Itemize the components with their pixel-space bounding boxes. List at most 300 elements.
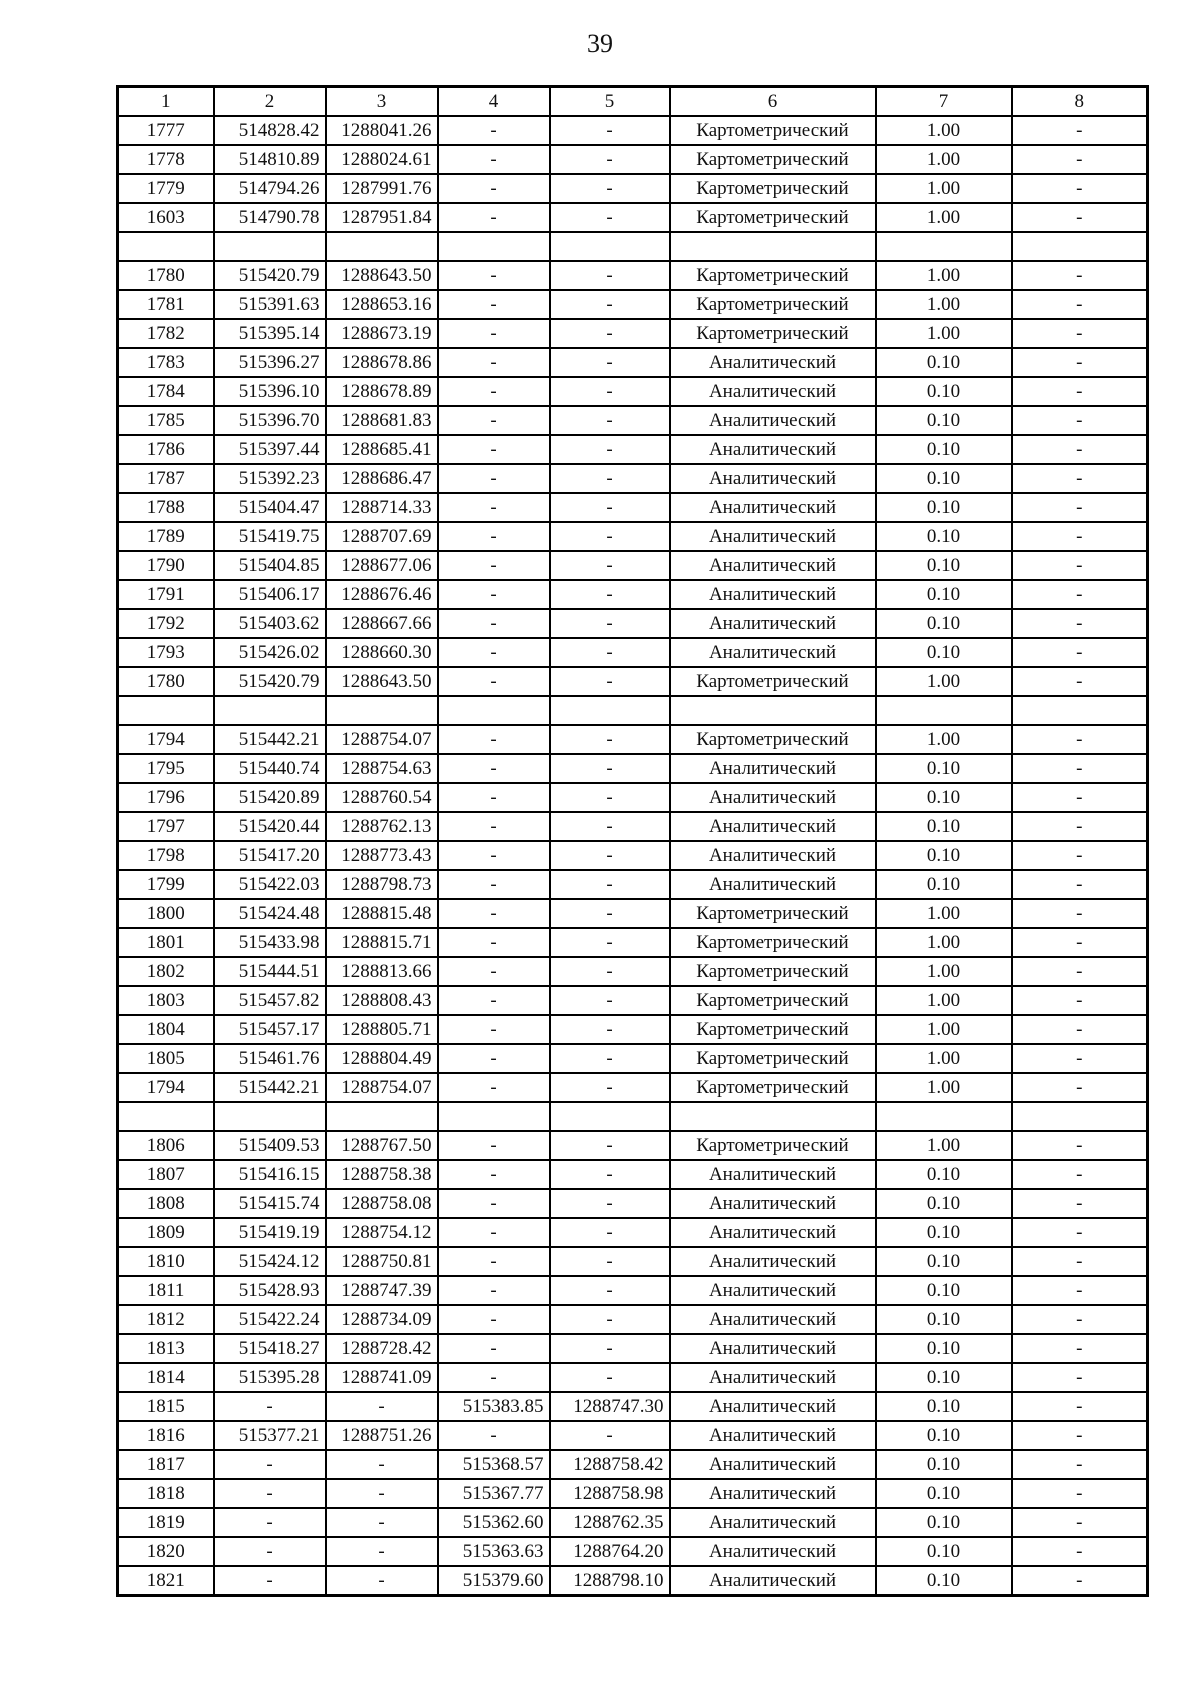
table-cell: - bbox=[550, 1363, 670, 1392]
table-cell: Аналитический bbox=[670, 493, 876, 522]
table-row bbox=[118, 1160, 1148, 1189]
table-row bbox=[118, 1073, 1148, 1102]
table-cell: 1778 bbox=[118, 145, 214, 174]
table-cell: 1780 bbox=[118, 261, 214, 290]
table-cell: 1794 bbox=[118, 1073, 214, 1102]
table-cell: 1806 bbox=[118, 1131, 214, 1160]
table-cell: 0.10 bbox=[876, 1566, 1012, 1596]
table-cell: 1288681.83 bbox=[326, 406, 438, 435]
table-cell: 1.00 bbox=[876, 986, 1012, 1015]
table-cell: 1797 bbox=[118, 812, 214, 841]
table-cell: 0.10 bbox=[876, 1363, 1012, 1392]
table-cell: - bbox=[550, 1131, 670, 1160]
table-cell: 1811 bbox=[118, 1276, 214, 1305]
table-cell: - bbox=[326, 1450, 438, 1479]
table-row bbox=[118, 609, 1148, 638]
table-cell: 1288747.30 bbox=[550, 1392, 670, 1421]
table-cell: 0.10 bbox=[876, 1537, 1012, 1566]
table-cell: Аналитический bbox=[670, 348, 876, 377]
table-row bbox=[118, 522, 1148, 551]
table-cell: - bbox=[550, 1276, 670, 1305]
table-cell: - bbox=[1012, 1276, 1148, 1305]
table-cell: 1288676.46 bbox=[326, 580, 438, 609]
table-cell bbox=[1012, 1102, 1148, 1131]
table-cell: 0.10 bbox=[876, 1508, 1012, 1537]
table-cell: 1784 bbox=[118, 377, 214, 406]
table-row bbox=[118, 725, 1148, 754]
table-cell: Аналитический bbox=[670, 1450, 876, 1479]
column-header: 6 bbox=[670, 87, 876, 117]
table-cell: 1.00 bbox=[876, 203, 1012, 232]
table-cell: Картометрический bbox=[670, 145, 876, 174]
table-cell: - bbox=[1012, 145, 1148, 174]
table-cell: - bbox=[550, 551, 670, 580]
table-row bbox=[118, 1334, 1148, 1363]
table-cell: 1785 bbox=[118, 406, 214, 435]
table-cell: 515403.62 bbox=[214, 609, 326, 638]
table-cell: 515420.79 bbox=[214, 667, 326, 696]
table-cell: Аналитический bbox=[670, 377, 876, 406]
table-cell: 1288728.42 bbox=[326, 1334, 438, 1363]
table-cell bbox=[326, 232, 438, 261]
table-row bbox=[118, 261, 1148, 290]
table-cell: - bbox=[438, 174, 550, 203]
table-row bbox=[118, 638, 1148, 667]
table-cell: 515404.85 bbox=[214, 551, 326, 580]
table-cell: - bbox=[550, 870, 670, 899]
table-cell: 1288754.07 bbox=[326, 1073, 438, 1102]
table-cell: 1288758.98 bbox=[550, 1479, 670, 1508]
table-cell: 1813 bbox=[118, 1334, 214, 1363]
table-cell: Аналитический bbox=[670, 1421, 876, 1450]
table-cell: Картометрический bbox=[670, 290, 876, 319]
table-cell: 0.10 bbox=[876, 1189, 1012, 1218]
table-cell: - bbox=[438, 638, 550, 667]
table-cell: - bbox=[550, 667, 670, 696]
table-cell: - bbox=[438, 957, 550, 986]
table-cell: 1288667.66 bbox=[326, 609, 438, 638]
table-cell: - bbox=[438, 667, 550, 696]
table-cell: 515417.20 bbox=[214, 841, 326, 870]
table-cell: 515420.44 bbox=[214, 812, 326, 841]
table-cell: 1817 bbox=[118, 1450, 214, 1479]
table-cell bbox=[550, 232, 670, 261]
table-cell: 1.00 bbox=[876, 145, 1012, 174]
table-cell: - bbox=[1012, 1363, 1148, 1392]
table-cell: 0.10 bbox=[876, 580, 1012, 609]
table-cell: - bbox=[1012, 638, 1148, 667]
table-cell: - bbox=[1012, 1508, 1148, 1537]
table-cell bbox=[670, 232, 876, 261]
table-cell: - bbox=[214, 1508, 326, 1537]
table-cell: - bbox=[550, 841, 670, 870]
table-row bbox=[118, 1537, 1148, 1566]
table-cell: Аналитический bbox=[670, 551, 876, 580]
table-cell: 1288754.07 bbox=[326, 725, 438, 754]
table-cell: 514810.89 bbox=[214, 145, 326, 174]
table-cell: 1288754.12 bbox=[326, 1218, 438, 1247]
table-cell: - bbox=[550, 116, 670, 145]
table-cell: - bbox=[550, 406, 670, 435]
table-row bbox=[118, 1566, 1148, 1596]
table-cell: Аналитический bbox=[670, 435, 876, 464]
table-cell: 515391.63 bbox=[214, 290, 326, 319]
table-cell: 1288707.69 bbox=[326, 522, 438, 551]
table-cell: - bbox=[438, 319, 550, 348]
table-cell: - bbox=[550, 725, 670, 754]
table-cell: Аналитический bbox=[670, 1218, 876, 1247]
table-cell: 1.00 bbox=[876, 1073, 1012, 1102]
table-cell: - bbox=[1012, 812, 1148, 841]
table-cell: - bbox=[438, 290, 550, 319]
table-cell bbox=[438, 232, 550, 261]
table-cell: - bbox=[1012, 1044, 1148, 1073]
table-cell: 1288805.71 bbox=[326, 1015, 438, 1044]
table-row bbox=[118, 464, 1148, 493]
table-cell bbox=[214, 1102, 326, 1131]
table-cell: 515392.23 bbox=[214, 464, 326, 493]
table-cell: Картометрический bbox=[670, 899, 876, 928]
table-cell: 1.00 bbox=[876, 957, 1012, 986]
table-cell: 0.10 bbox=[876, 1479, 1012, 1508]
table-row bbox=[118, 348, 1148, 377]
table-cell: 1288764.20 bbox=[550, 1537, 670, 1566]
table-cell: 1288734.09 bbox=[326, 1305, 438, 1334]
table-cell: - bbox=[1012, 174, 1148, 203]
table-cell: - bbox=[326, 1537, 438, 1566]
table-cell: - bbox=[550, 522, 670, 551]
table-cell: 515368.57 bbox=[438, 1450, 550, 1479]
table-cell: 1288660.30 bbox=[326, 638, 438, 667]
table-cell: 515416.15 bbox=[214, 1160, 326, 1189]
table-cell: - bbox=[438, 870, 550, 899]
table-cell: 1288758.38 bbox=[326, 1160, 438, 1189]
table-cell: 1288798.73 bbox=[326, 870, 438, 899]
table-cell: - bbox=[550, 783, 670, 812]
table-cell: 1780 bbox=[118, 667, 214, 696]
table-cell bbox=[214, 696, 326, 725]
table-cell bbox=[1012, 696, 1148, 725]
table-cell: 1288643.50 bbox=[326, 667, 438, 696]
table-cell: - bbox=[550, 1218, 670, 1247]
table-cell: Аналитический bbox=[670, 1160, 876, 1189]
table-cell: 1808 bbox=[118, 1189, 214, 1218]
table-cell: - bbox=[550, 580, 670, 609]
table-cell: 1821 bbox=[118, 1566, 214, 1596]
table-cell: 1288758.42 bbox=[550, 1450, 670, 1479]
table-row bbox=[118, 1131, 1148, 1160]
table-cell: 0.10 bbox=[876, 754, 1012, 783]
table-cell: 0.10 bbox=[876, 1247, 1012, 1276]
table-cell: - bbox=[550, 1247, 670, 1276]
table-cell: Аналитический bbox=[670, 754, 876, 783]
table-header bbox=[118, 87, 1148, 117]
table-cell: Аналитический bbox=[670, 609, 876, 638]
table-cell: - bbox=[438, 1073, 550, 1102]
table-cell: - bbox=[326, 1566, 438, 1596]
table-cell: Картометрический bbox=[670, 667, 876, 696]
table-cell: - bbox=[1012, 580, 1148, 609]
table-row bbox=[118, 145, 1148, 174]
table-cell: - bbox=[1012, 667, 1148, 696]
table-cell: Картометрический bbox=[670, 261, 876, 290]
table-row bbox=[118, 493, 1148, 522]
table-cell: Картометрический bbox=[670, 203, 876, 232]
table-cell: - bbox=[550, 754, 670, 783]
table-body bbox=[118, 116, 1148, 1596]
table-cell: Картометрический bbox=[670, 986, 876, 1015]
table-row bbox=[118, 1044, 1148, 1073]
table-cell: 514828.42 bbox=[214, 116, 326, 145]
column-header: 5 bbox=[550, 87, 670, 117]
table-cell: 1.00 bbox=[876, 116, 1012, 145]
table-cell: Аналитический bbox=[670, 1537, 876, 1566]
table-cell: 0.10 bbox=[876, 1305, 1012, 1334]
table-row bbox=[118, 435, 1148, 464]
table-cell: 1804 bbox=[118, 1015, 214, 1044]
table-cell: - bbox=[214, 1479, 326, 1508]
table-cell: 0.10 bbox=[876, 812, 1012, 841]
table-cell: - bbox=[1012, 754, 1148, 783]
table-cell: 1288678.86 bbox=[326, 348, 438, 377]
table-cell bbox=[326, 1102, 438, 1131]
table-cell: - bbox=[550, 1015, 670, 1044]
table-cell: 515442.21 bbox=[214, 725, 326, 754]
table-cell: - bbox=[550, 957, 670, 986]
table-cell: - bbox=[1012, 870, 1148, 899]
table-cell: - bbox=[1012, 348, 1148, 377]
table-cell: - bbox=[550, 986, 670, 1015]
table-cell: - bbox=[550, 1073, 670, 1102]
table-cell: 515415.74 bbox=[214, 1189, 326, 1218]
table-row bbox=[118, 203, 1148, 232]
table-cell: - bbox=[438, 435, 550, 464]
table-cell: - bbox=[1012, 841, 1148, 870]
table-cell: Аналитический bbox=[670, 1363, 876, 1392]
table-cell: - bbox=[550, 145, 670, 174]
table-cell: - bbox=[438, 1276, 550, 1305]
table-cell: Аналитический bbox=[670, 580, 876, 609]
table-cell: - bbox=[214, 1450, 326, 1479]
column-header: 7 bbox=[876, 87, 1012, 117]
table-cell: 1803 bbox=[118, 986, 214, 1015]
table-row bbox=[118, 1421, 1148, 1450]
table-row bbox=[118, 1247, 1148, 1276]
table-cell: 1288754.63 bbox=[326, 754, 438, 783]
table-cell: 514794.26 bbox=[214, 174, 326, 203]
table-row bbox=[118, 551, 1148, 580]
table-cell: - bbox=[1012, 1334, 1148, 1363]
table-cell: - bbox=[326, 1479, 438, 1508]
table-row bbox=[118, 1015, 1148, 1044]
table-cell: 515428.93 bbox=[214, 1276, 326, 1305]
table-cell: 0.10 bbox=[876, 841, 1012, 870]
table-cell: 1795 bbox=[118, 754, 214, 783]
table-cell bbox=[670, 696, 876, 725]
table-cell: 515363.63 bbox=[438, 1537, 550, 1566]
table-cell: 515420.89 bbox=[214, 783, 326, 812]
table-cell: - bbox=[550, 899, 670, 928]
table-cell: Аналитический bbox=[670, 1566, 876, 1596]
table-cell: Аналитический bbox=[670, 1247, 876, 1276]
table-cell bbox=[670, 1102, 876, 1131]
table-row bbox=[118, 783, 1148, 812]
table-cell: Картометрический bbox=[670, 957, 876, 986]
table-cell: - bbox=[550, 1189, 670, 1218]
table-row bbox=[118, 667, 1148, 696]
table-cell: - bbox=[438, 1218, 550, 1247]
table-cell: - bbox=[1012, 1073, 1148, 1102]
table-cell bbox=[118, 1102, 214, 1131]
table-cell: 1.00 bbox=[876, 1044, 1012, 1073]
column-header: 2 bbox=[214, 87, 326, 117]
table-cell: - bbox=[438, 899, 550, 928]
table-cell: Аналитический bbox=[670, 406, 876, 435]
table-cell: 0.10 bbox=[876, 1450, 1012, 1479]
table-cell: 1810 bbox=[118, 1247, 214, 1276]
table-cell: - bbox=[1012, 1218, 1148, 1247]
table-cell: 515457.17 bbox=[214, 1015, 326, 1044]
table-cell: 515396.10 bbox=[214, 377, 326, 406]
table-cell: - bbox=[1012, 1566, 1148, 1596]
table-cell: - bbox=[438, 928, 550, 957]
table-cell: Картометрический bbox=[670, 1015, 876, 1044]
table-cell: 0.10 bbox=[876, 783, 1012, 812]
table-cell: - bbox=[1012, 406, 1148, 435]
table-cell: - bbox=[1012, 1247, 1148, 1276]
table-row bbox=[118, 174, 1148, 203]
table-cell: - bbox=[438, 580, 550, 609]
table-cell: 1288762.13 bbox=[326, 812, 438, 841]
table-cell: 1.00 bbox=[876, 319, 1012, 348]
table-cell: - bbox=[1012, 290, 1148, 319]
table-cell: - bbox=[550, 348, 670, 377]
table-cell: 0.10 bbox=[876, 493, 1012, 522]
table-cell: - bbox=[438, 348, 550, 377]
table-cell: 1809 bbox=[118, 1218, 214, 1247]
table-cell: - bbox=[438, 377, 550, 406]
table-cell: 1288677.06 bbox=[326, 551, 438, 580]
table-cell: 515424.48 bbox=[214, 899, 326, 928]
table-cell: - bbox=[438, 261, 550, 290]
table-cell: 0.10 bbox=[876, 1218, 1012, 1247]
table-cell: Аналитический bbox=[670, 870, 876, 899]
table-cell: 1.00 bbox=[876, 725, 1012, 754]
table-cell: 1796 bbox=[118, 783, 214, 812]
table-cell: 1807 bbox=[118, 1160, 214, 1189]
table-cell: - bbox=[550, 464, 670, 493]
table-cell: - bbox=[438, 986, 550, 1015]
table-cell: - bbox=[1012, 435, 1148, 464]
table-cell: 1.00 bbox=[876, 899, 1012, 928]
table-cell: - bbox=[550, 1160, 670, 1189]
table-cell: 0.10 bbox=[876, 435, 1012, 464]
table-cell: 1798 bbox=[118, 841, 214, 870]
table-cell: 1288760.54 bbox=[326, 783, 438, 812]
table-cell: 0.10 bbox=[876, 638, 1012, 667]
table-row bbox=[118, 406, 1148, 435]
table-cell: 1801 bbox=[118, 928, 214, 957]
table-cell: 1288815.48 bbox=[326, 899, 438, 928]
table-cell: - bbox=[1012, 1537, 1148, 1566]
table-cell: - bbox=[1012, 1189, 1148, 1218]
table-cell: 1800 bbox=[118, 899, 214, 928]
table-cell: - bbox=[550, 1044, 670, 1073]
table-cell: Аналитический bbox=[670, 1392, 876, 1421]
table-cell: 1288678.89 bbox=[326, 377, 438, 406]
table-cell: 1288653.16 bbox=[326, 290, 438, 319]
table-cell: 1288813.66 bbox=[326, 957, 438, 986]
table-cell: 1288767.50 bbox=[326, 1131, 438, 1160]
table-row bbox=[118, 957, 1148, 986]
table-cell: 0.10 bbox=[876, 1160, 1012, 1189]
table-cell: 515383.85 bbox=[438, 1392, 550, 1421]
table-cell: - bbox=[438, 406, 550, 435]
table-cell: - bbox=[438, 145, 550, 174]
table-cell: 1.00 bbox=[876, 1015, 1012, 1044]
table-cell: - bbox=[550, 319, 670, 348]
page-number: 39 bbox=[587, 29, 613, 58]
table-cell: 1802 bbox=[118, 957, 214, 986]
table-cell: 0.10 bbox=[876, 348, 1012, 377]
table-cell: 1288685.41 bbox=[326, 435, 438, 464]
table-cell: 1777 bbox=[118, 116, 214, 145]
table-cell: 1.00 bbox=[876, 928, 1012, 957]
table-cell: - bbox=[438, 493, 550, 522]
table-cell: 1288804.49 bbox=[326, 1044, 438, 1073]
table-cell: 515379.60 bbox=[438, 1566, 550, 1596]
table-row-separator bbox=[118, 696, 1148, 725]
table-cell: - bbox=[1012, 203, 1148, 232]
table-cell: - bbox=[438, 116, 550, 145]
table-cell: - bbox=[1012, 928, 1148, 957]
table-cell: - bbox=[438, 203, 550, 232]
table-cell: 515444.51 bbox=[214, 957, 326, 986]
table-cell: - bbox=[1012, 522, 1148, 551]
table-row bbox=[118, 1479, 1148, 1508]
table-cell: 0.10 bbox=[876, 551, 1012, 580]
table-cell: 1288741.09 bbox=[326, 1363, 438, 1392]
table-cell: - bbox=[1012, 725, 1148, 754]
table-cell: - bbox=[438, 1044, 550, 1073]
table-cell: 1288798.10 bbox=[550, 1566, 670, 1596]
table-cell: - bbox=[1012, 957, 1148, 986]
table-cell: 515426.02 bbox=[214, 638, 326, 667]
table-cell: - bbox=[438, 522, 550, 551]
table-cell: - bbox=[550, 609, 670, 638]
table-row bbox=[118, 754, 1148, 783]
table-cell: - bbox=[1012, 1015, 1148, 1044]
table-cell: - bbox=[438, 1334, 550, 1363]
table-cell: Аналитический bbox=[670, 1276, 876, 1305]
table-cell: 1815 bbox=[118, 1392, 214, 1421]
table-cell: - bbox=[1012, 1131, 1148, 1160]
table-cell: - bbox=[438, 551, 550, 580]
table-cell: - bbox=[326, 1392, 438, 1421]
table-row bbox=[118, 1392, 1148, 1421]
table-cell: - bbox=[550, 290, 670, 319]
table-cell bbox=[118, 696, 214, 725]
table-cell: 0.10 bbox=[876, 1334, 1012, 1363]
table-cell: - bbox=[214, 1566, 326, 1596]
table-cell: Аналитический bbox=[670, 812, 876, 841]
table-cell: - bbox=[1012, 551, 1148, 580]
table-cell bbox=[876, 696, 1012, 725]
table-cell: 1287991.76 bbox=[326, 174, 438, 203]
table-cell: 515396.70 bbox=[214, 406, 326, 435]
table-cell: 1783 bbox=[118, 348, 214, 377]
table-cell: 1288773.43 bbox=[326, 841, 438, 870]
